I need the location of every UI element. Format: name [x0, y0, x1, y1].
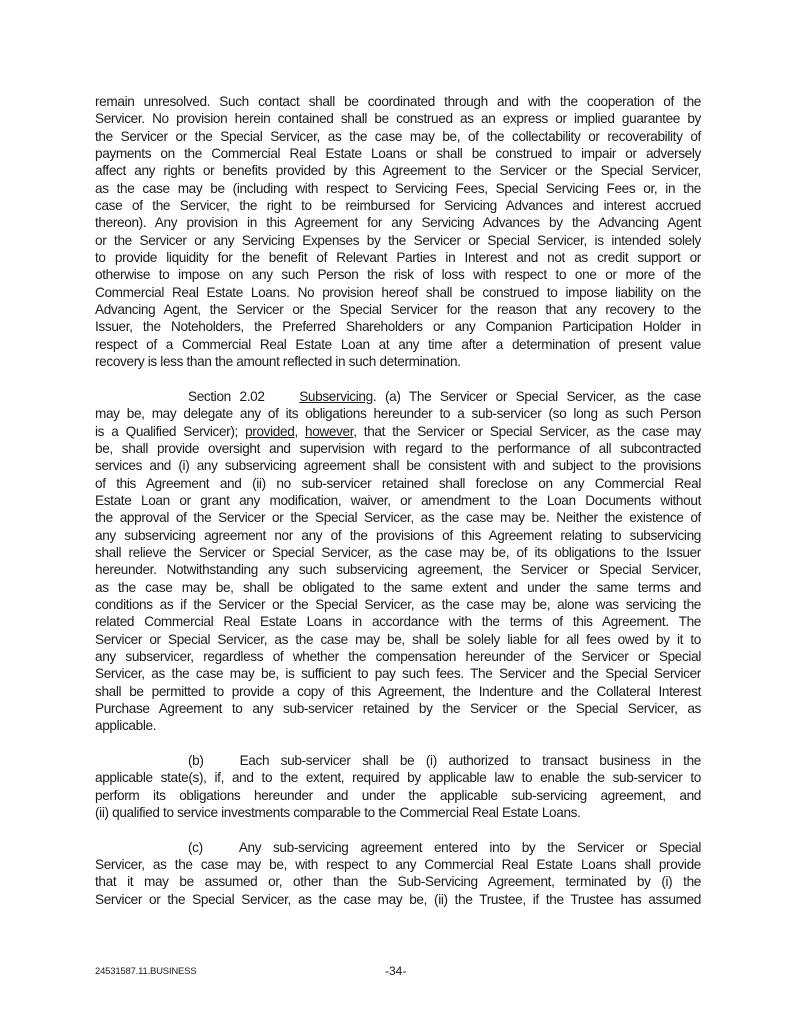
text-line: Purchase Agreement to any sub-servicer retained by the Servicer or the Special Servicer, as	[95, 701, 701, 717]
text-line: may be, may delegate any of its obligations hereunder to a sub-servicer (so long as such Person	[95, 406, 701, 422]
text-line: case of the Servicer, the right to be reimbursed for Servicing Advances and interest accrued	[95, 198, 701, 214]
section-2-02-paragraph	[95, 388, 701, 735]
text-line: Servicer, as the case may be, with respect to any Commercial Real Estate Loans shall provide	[95, 857, 701, 873]
text-segment: Each sub-servicer shall be (i) authorized to transact business in the	[239, 753, 701, 769]
text-line: Commercial Real Estate Loans. No provision hereof shall be construed to impose liability on the	[95, 284, 701, 300]
text-line: shall be permitted to provide a copy of this Agreement, the Indenture and the Collateral Interest	[95, 683, 701, 699]
text-line: the approval of the Servicer or the Special Servicer, as the case may be. Neither the existence of	[95, 510, 701, 526]
subsection-first-line	[95, 752, 701, 769]
text-line	[95, 423, 701, 440]
text-line: related Commercial Real Estate Loans in accordance with the terms of this Agreement. The	[95, 614, 701, 630]
text-line: conditions as if the Servicer or the Special Servicer, as the case may be, alone was servicing the	[95, 596, 701, 612]
text-line: any subservicing agreement nor any of the provisions of this Agreement relating to subservicing	[95, 527, 701, 543]
however-term: however	[305, 423, 354, 439]
text-segment: is a Qualified Servicer);	[95, 423, 246, 439]
text-line: respect of a Commercial Real Estate Loan at any time after a determination of present value	[95, 336, 701, 352]
section-title: Subservicing	[299, 388, 373, 404]
text-line: the Servicer or the Special Servicer, as the case may be, of the collectability or recoverability of	[95, 128, 701, 144]
subsection-c-paragraph	[95, 839, 701, 908]
text-line: affect any rights or benefits provided by this Agreement to the Servicer or the Special Servicer,	[95, 163, 701, 179]
text-line: to provide liquidity for the benefit of Relevant Parties in Interest and not as credit support or	[95, 250, 701, 266]
text-segment: ,	[294, 423, 306, 439]
text-line: Advancing Agent, the Servicer or the Special Servicer for the reason that any recovery to the	[95, 302, 701, 318]
footer-page-number: -34-	[385, 964, 407, 978]
text-line: or the Servicer or any Servicing Expenses by the Servicer or Special Servicer, is intended solely	[95, 232, 701, 248]
subsection-label: (c)	[188, 839, 203, 855]
text-segment: Any sub-servicing agreement entered into by the Servicer or Special	[238, 839, 701, 855]
text-line: otherwise to impose on any such Person the risk of loss with respect to one or more of the	[95, 267, 701, 283]
text-line: applicable.	[95, 718, 157, 734]
text-segment: , that the Servicer or Special Servicer, as the case may	[353, 423, 701, 439]
text-line: Issuer, the Noteholders, the Preferred Shareholders or any Companion Participation Holder in	[95, 319, 701, 335]
text-line: be, shall provide oversight and supervision with regard to the performance of all subcontracted	[95, 440, 701, 456]
paragraph-continuation	[95, 93, 701, 371]
section-number: Section 2.02	[188, 388, 265, 404]
text-line: Servicer, as the case may be, is sufficient to pay such fees. The Servicer and the Special Servicer	[95, 666, 701, 682]
text-line: as the case may be (including with respect to Servicing Fees, Special Servicing Fees or, in the	[95, 180, 701, 196]
text-line: Servicer or Special Servicer, as the case may be, shall be solely liable for all fees owed by it to	[95, 631, 701, 647]
section-heading-line	[95, 388, 701, 405]
subsection-label: (b)	[188, 753, 204, 769]
text-line: payments on the Commercial Real Estate Loans or shall be construed to impair or adversely	[95, 146, 701, 162]
text-line: (ii) qualified to service investments comparable to the Commercial Real Estate Loans.	[95, 805, 581, 821]
text-line: remain unresolved. Such contact shall be coordinated through and with the cooperation of the	[95, 94, 701, 109]
text-line: perform its obligations hereunder and under the applicable sub-servicing agreement, and	[95, 787, 701, 803]
text-line: hereunder. Notwithstanding any such subservicing agreement, the Servicer or Special Servicer,	[95, 562, 701, 578]
footer-document-id: 24531587.11.BUSINESS	[95, 966, 197, 977]
text-line: Estate Loan or grant any modification, waiver, or amendment to the Loan Documents without	[95, 492, 701, 508]
text-line: applicable state(s), if, and to the extent, required by applicable law to enable the sub-servicer to	[95, 770, 701, 786]
text-line: services and (i) any subservicing agreement shall be consistent with and subject to the provisions	[95, 458, 701, 474]
text-line: Servicer or the Special Servicer, as the case may be, (ii) the Trustee, if the Trustee has assumed	[95, 891, 701, 907]
text-line: shall relieve the Servicer or Special Servicer, as the case may be, of its obligations to the Issuer	[95, 544, 701, 560]
section-text: . (a) The Servicer or Special Servicer, as the case	[372, 388, 701, 404]
subsection-b-paragraph	[95, 752, 701, 821]
document-body	[95, 93, 701, 926]
provided-term: provided	[245, 423, 295, 439]
text-line: any subservicer, regardless of whether the compensation hereunder of the Servicer or Special	[95, 649, 701, 664]
text-line: Servicer. No provision herein contained shall be construed as an express or implied guarantee by	[95, 111, 701, 127]
text-line: of this Agreement and (ii) no sub-servicer retained shall foreclose on any Commercial Real	[95, 475, 701, 491]
text-line: that it may be assumed or, other than the Sub-Servicing Agreement, terminated by (i) the	[95, 874, 701, 890]
text-line: recovery is less than the amount reflected in such determination.	[95, 354, 461, 370]
subsection-first-line	[95, 839, 701, 856]
text-line: thereon). Any provision in this Agreement for any Servicing Advances by the Advancing Agent	[95, 215, 701, 231]
text-line: as the case may be, shall be obligated to the same extent and under the same terms and	[95, 579, 701, 595]
